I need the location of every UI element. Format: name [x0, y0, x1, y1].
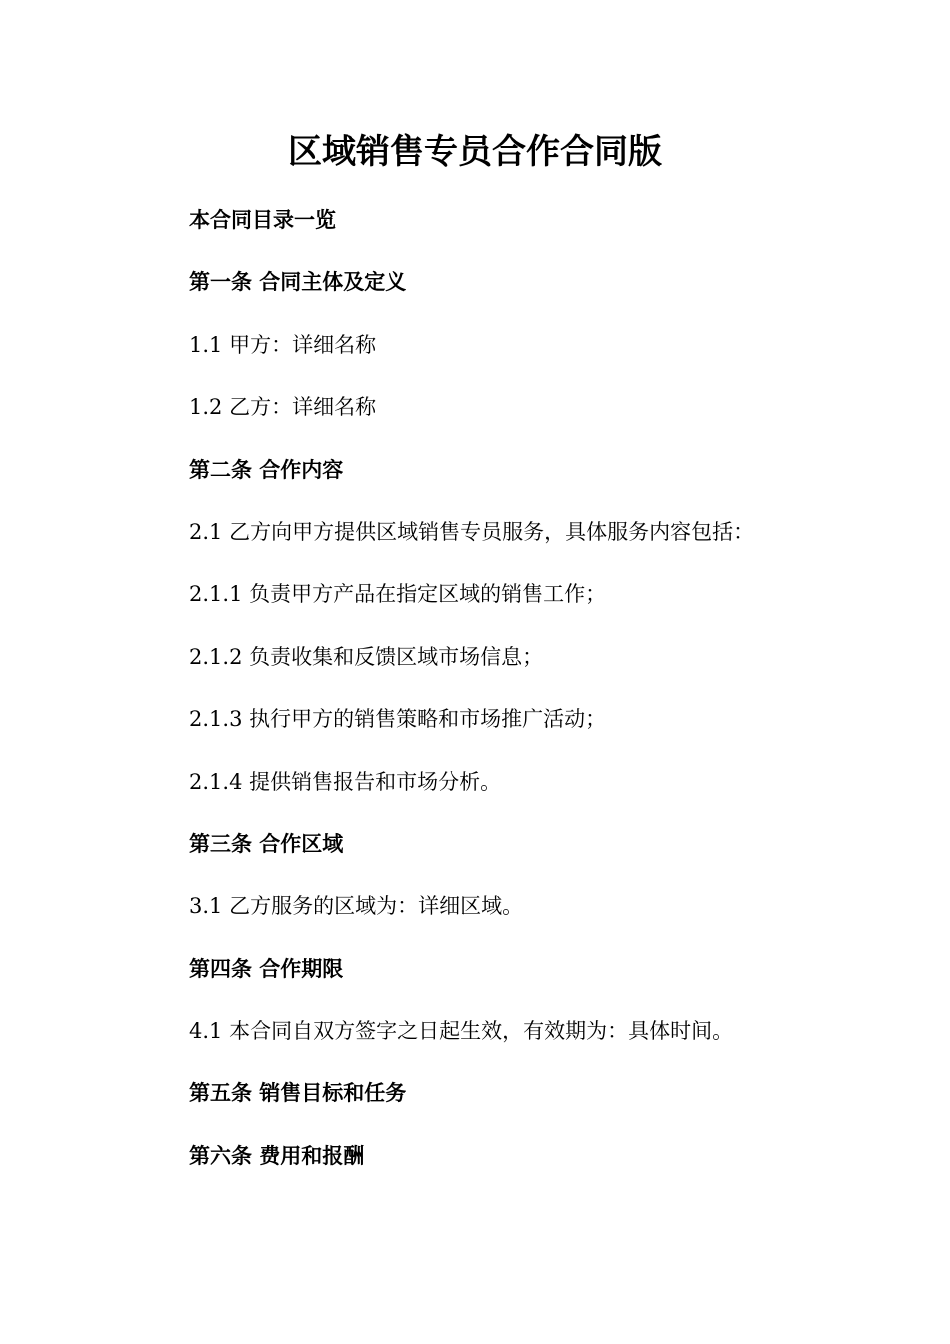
section-heading: 第三条 合作区域 [189, 831, 344, 856]
clause-text: 3.1 乙方服务的区域为：详细区域。 [189, 894, 524, 919]
clause-text: 2.1.4 提供销售报告和市场分析。 [189, 769, 502, 794]
clause-text: 2.1.3 执行甲方的销售策略和市场推广活动； [189, 707, 607, 732]
clause-text: 1.2 乙方：详细名称 [189, 395, 377, 420]
clause-text: 2.1.2 负责收集和反馈区域市场信息； [189, 644, 544, 669]
toc-heading: 本合同目录一览 [189, 208, 336, 232]
clause-text: 2.1 乙方向甲方提供区域销售专员服务，具体服务内容包括： [189, 519, 755, 544]
section-heading: 第六条 费用和报酬 [189, 1143, 365, 1168]
clause-text: 2.1.1 负责甲方产品在指定区域的销售工作； [189, 582, 607, 607]
document-title: 区域销售专员合作合同版 [288, 132, 662, 172]
section-heading: 第二条 合作内容 [189, 457, 344, 482]
section-heading: 第四条 合作期限 [189, 956, 344, 981]
document-body [189, 203, 889, 1201]
clause-text: 4.1 本合同自双方签字之日起生效，有效期为：具体时间。 [189, 1019, 734, 1044]
clause-text: 1.1 甲方：详细名称 [189, 332, 377, 357]
section-heading: 第五条 销售目标和任务 [189, 1081, 407, 1106]
section-heading: 第一条 合同主体及定义 [189, 270, 407, 295]
